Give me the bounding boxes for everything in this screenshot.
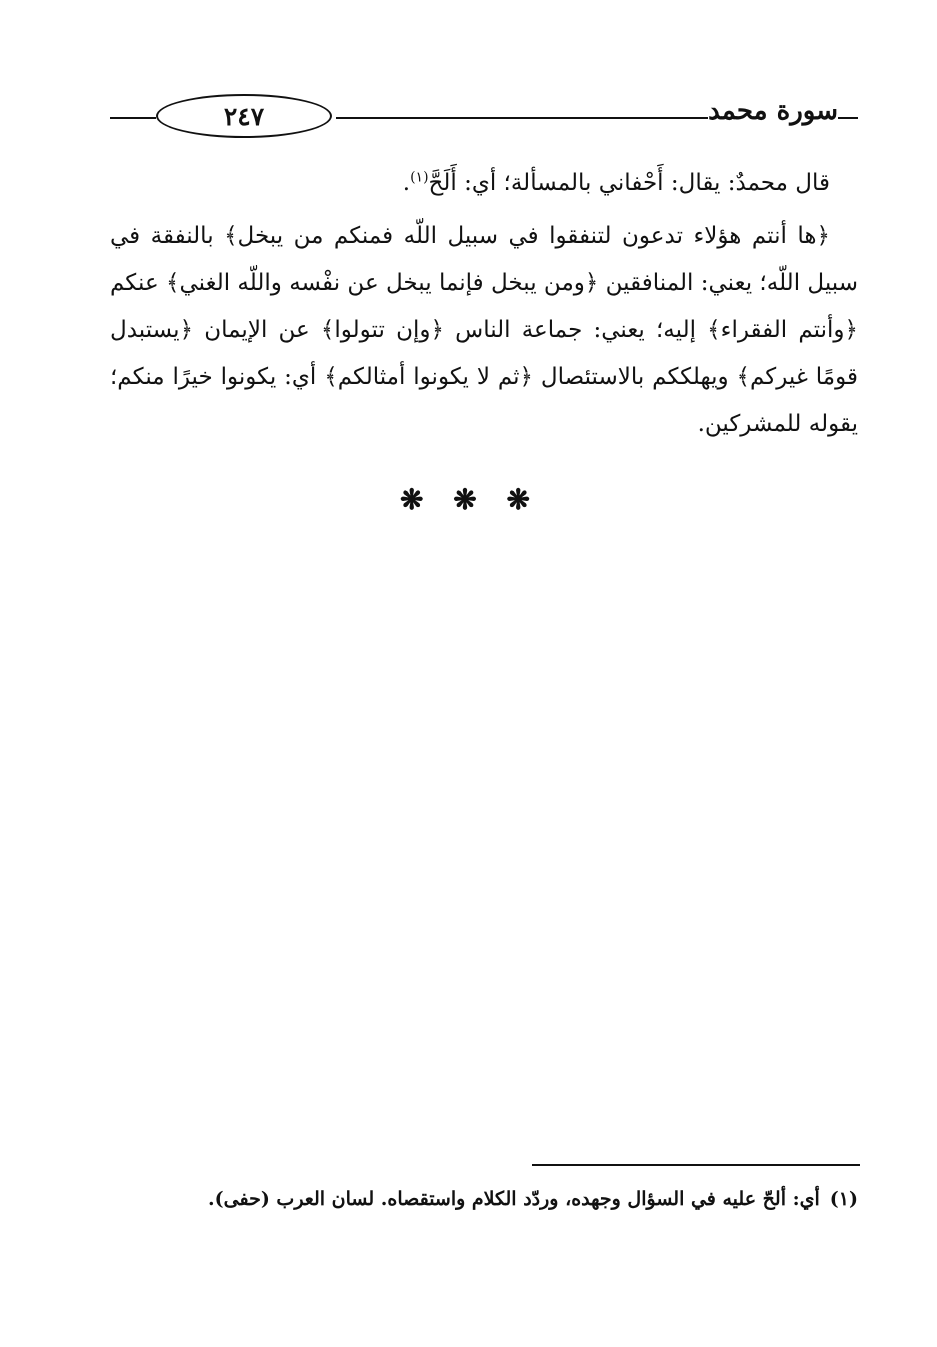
footnote-text: أي: ألحّ عليه في السؤال وجهده، وردّد الكلام واستقصاه. لسان العرب (حفى). [208, 1188, 820, 1210]
footnote-number: (١) [829, 1188, 858, 1210]
paragraph-1-end: . [402, 170, 411, 196]
header-rule-middle [336, 117, 708, 119]
section-separator: ❋ ❋ ❋ [400, 483, 540, 516]
footnote-reference: (١) [410, 169, 429, 186]
page-number: ٢٤٧ [156, 94, 332, 138]
surah-title: سورة محمد [708, 96, 838, 126]
paragraph-1-text: قال محمدٌ: يقال: أَحْفاني بالمسألة؛ أي: أَلَحَّ [428, 170, 830, 196]
body-text [110, 160, 858, 448]
header-rule-left [110, 117, 156, 119]
footnote-rule [532, 1164, 860, 1166]
paragraph-2: ﴿ها أنتم هؤلاء تدعون لتنفقوا في سبيل اللّه فمنكم من يبخل﴾ بالنفقة في سبيل اللّه؛ يعني: المنافقين ﴿ومن يبخل فإنما يبخل عن نفْسه واللّه الغني﴾ عنكم ﴿وأنتم الفقراء﴾ إليه؛ يعني: جماعة الناس ﴿وإن تتولوا﴾ عن الإيمان ﴿يستبدل قومًا غيركم﴾ ويهلككم بالاستئصال ﴿ثم لا يكونوا أمثالكم﴾ أي: يكونوا خيرًا منكم؛ يقوله للمشركين. [110, 223, 858, 437]
header-rule-right [838, 117, 858, 119]
page-header [110, 86, 858, 148]
footnote [110, 1184, 858, 1214]
paragraph-1 [110, 160, 858, 207]
